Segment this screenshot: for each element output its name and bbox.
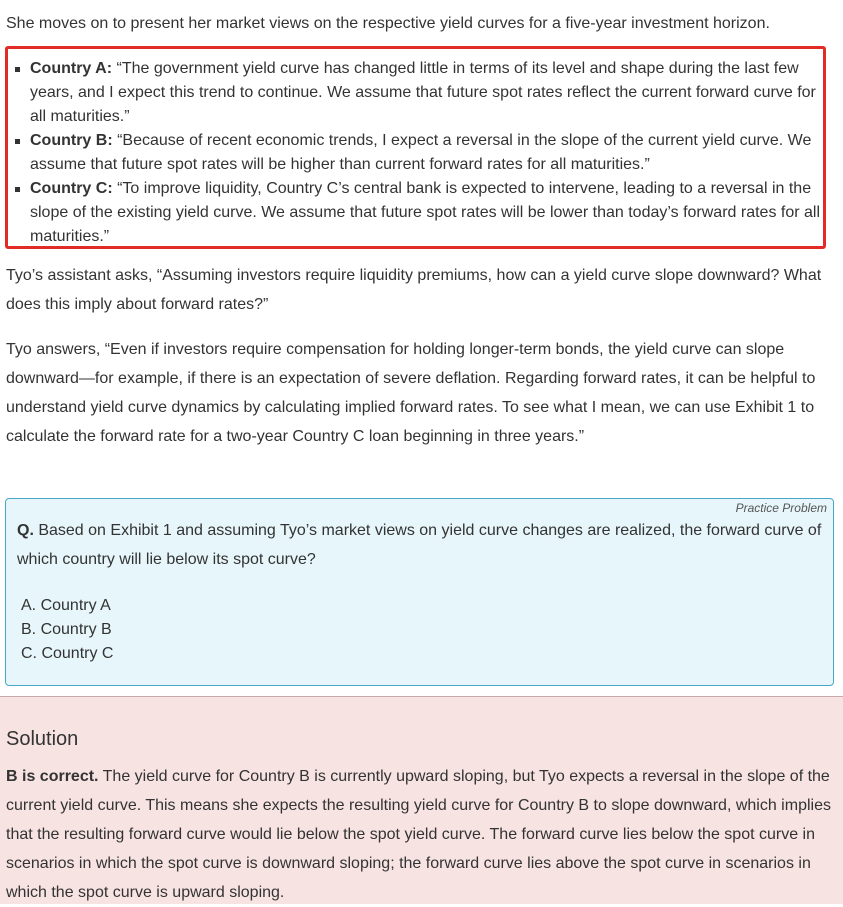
question-body: Based on Exhibit 1 and assuming Tyo’s market views on yield curve changes are realized, the forward curve of which country will lie below its spot curve?: [17, 522, 822, 568]
bullet-square-icon: [15, 67, 20, 72]
solution-correct-label: B is correct.: [6, 768, 99, 785]
question-prefix: Q.: [17, 522, 34, 539]
market-views-list: [10, 57, 822, 249]
practice-problem-box: [5, 498, 834, 686]
tyo-answer-paragraph: Tyo answers, “Even if investors require compensation for holding longer-term bonds, the yield curve can slope downward—for example, if there is an expectation of severe deflation. Regarding forward rates, it can be helpful to understand yield curve dynamics by calculating implied forward rates. To see what I mean, we can use Exhibit 1 to calculate the forward rate for a two-year Country C loan beginning in three years.”: [6, 341, 816, 445]
assistant-question-paragraph: Tyo’s assistant asks, “Assuming investors require liquidity premiums, how can a yield curve slope downward? What does this imply about forward rates?”: [6, 267, 822, 313]
bullet-square-icon: [15, 187, 20, 192]
option-c[interactable]: C. Country C: [21, 645, 114, 662]
option-a[interactable]: A. Country A: [21, 597, 111, 614]
option-b[interactable]: B. Country B: [21, 621, 112, 638]
list-item: [10, 129, 822, 177]
intro-text: She moves on to present her market views on the respective yield curves for a five-year investment horizon.: [6, 15, 770, 32]
view-text: “To improve liquidity, Country C’s central bank is expected to intervene, leading to a reversal in the slope of the existing yield curve. We assume that future spot rates will be lower than today’s forward rates for all maturities.”: [30, 180, 821, 245]
answer-options: [21, 594, 113, 666]
view-label: Country B:: [30, 132, 113, 149]
view-text: “Because of recent economic trends, I expect a reversal in the slope of the current yield curve. We assume that future spot rates will be higher than current forward rates for all maturities.”: [30, 132, 812, 173]
solution-explanation: The yield curve for Country B is currently upward sloping, but Tyo expects a reversal in the slope of the current yield curve. This means she expects the resulting yield curve for Country B to slope downward, which implies that the resulting forward curve would lie below the spot yield curve. The forward curve lies below the spot curve in scenarios in which the spot curve is downward sloping; the forward curve lies above the spot curve in scenarios in which the spot curve is upward sloping.: [6, 768, 831, 901]
view-text: “The government yield curve has changed little in terms of its level and shape during the last few years, and I expect this trend to continue. We assume that future spot rates reflect the current forward curve for all maturities.”: [30, 60, 816, 125]
solution-panel: [0, 697, 843, 904]
solution-text: [6, 762, 836, 907]
view-label: Country C:: [30, 180, 113, 197]
list-item: [10, 177, 822, 249]
question-text: [17, 516, 827, 574]
list-item: [10, 57, 822, 129]
solution-title: Solution: [6, 728, 79, 750]
bullet-square-icon: [15, 139, 20, 144]
practice-problem-label: Practice Problem: [735, 501, 827, 515]
view-label: Country A:: [30, 60, 113, 77]
